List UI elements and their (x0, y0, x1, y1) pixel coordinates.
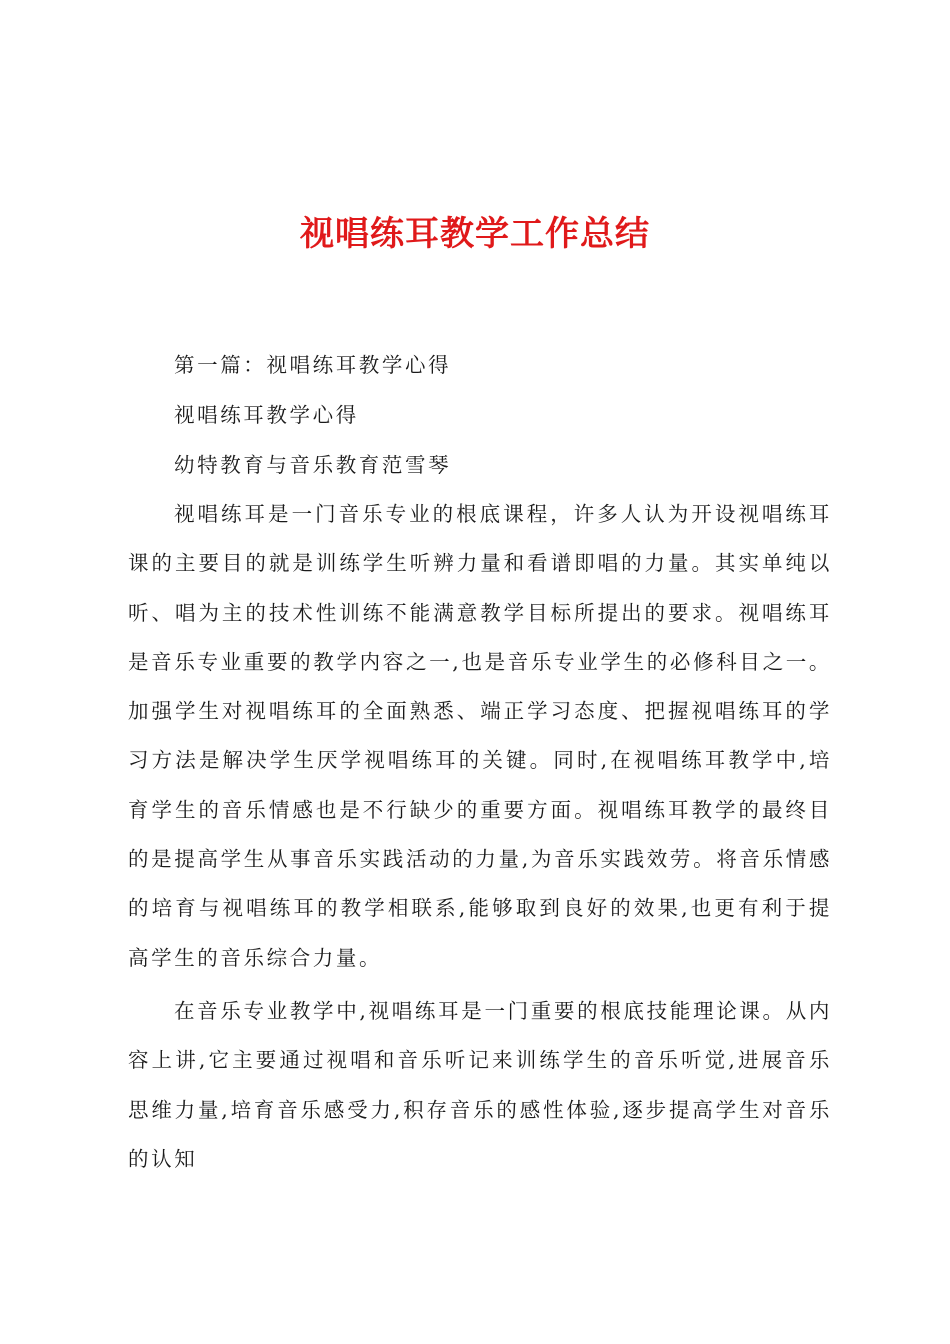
body-paragraph-1 (128, 490, 832, 983)
paragraph-text: 在音乐专业教学中,视唱练耳是一门重要的根底技能理论课。从内容上讲,它主要通过视唱和音乐听记来训练学生的音乐听觉,进展音乐思维力量,培育音乐感受力,积存音乐的感性体验,逐步提高学生对音乐的认知 (128, 999, 832, 1171)
article-title: 视唱练耳教学心得 (174, 403, 359, 427)
author-line: 幼特教育与音乐教育范雪琴 (174, 453, 452, 477)
section-heading: 第一篇：视唱练耳教学心得 (174, 353, 452, 377)
document-title: 视唱练耳教学工作总结 (300, 214, 650, 254)
paragraph-text: 视唱练耳是一门音乐专业的根底课程，许多人认为开设视唱练耳课的主要目的就是训练学生听辨力量和看谱即唱的力量。其实单纯以听、唱为主的技术性训练不能满意教学目标所提出的要求。视唱练耳是音乐专业重要的教学内容之一,也是音乐专业学生的必修科目之一。加强学生对视唱练耳的全面熟悉、端正学习态度、把握视唱练耳的学习方法是解决学生厌学视唱练耳的关键。同时,在视唱练耳教学中,培育学生的音乐情感也是不行缺少的重要方面。视唱练耳教学的最终目的是提高学生从事音乐实践活动的力量,为音乐实践效劳。将音乐情感的培育与视唱练耳的教学相联系,能够取到良好的效果,也更有利于提高学生的音乐综合力量。 (128, 502, 832, 970)
body-paragraph-2 (128, 987, 832, 1184)
